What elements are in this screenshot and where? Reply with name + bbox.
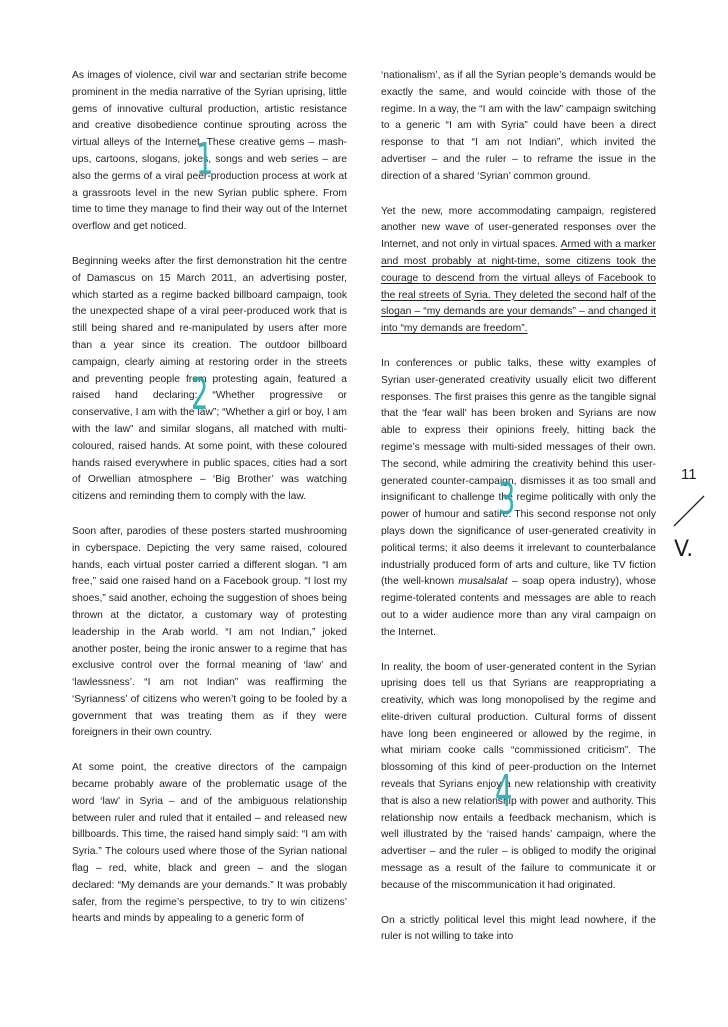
left-column — [72, 68, 347, 946]
paragraph — [381, 204, 656, 338]
paragraph: Soon after, parodies of these posters started mushrooming in cyberspace. Depicting the very same raised, coloured hands, each virtual poster carried a different slogan. “I am free,” said one raised hand on a Facebook group. “I lost my shoes,” said another, echoing the suggestion of shoes being thrown at the dictator, a customary way of protesting leadership in the Arab world. “I am not Indian,” joked another poster, being the ironic answer to a regime that has exclusive control over the formal meaning of ‘law’ and ‘lawlessness’. “I am not Indian” was reaffirming the ‘Syrianness’ of citizens who weren’t going to be fooled by a government that was treating them as if they were foreigners in their own country. — [72, 525, 347, 739]
right-column — [381, 68, 656, 964]
underlined-passage: Armed with a marker and most probably at night-time, some citizens took the courage to descend from the virtual alleys of Facebook to the real streets of Syria. They deleted the second half of the slogan – “my demands are your demands” – and changed it into “my demands are freedom”. — [381, 239, 656, 335]
page-number: 11 — [681, 466, 697, 483]
paragraph-text: (the well-known — [381, 576, 459, 588]
paragraph: At some point, the creative directors of the campaign became probably aware of the problematic usage of the word ‘law’ in Syria – and of the ambiguous relationship between ruler and ruled that it entailed – and released new billboards. This time, the raised hand simply said: “I am with Syria.” The colours used where those of the Syrian national flag – red, white, black and green – and the slogan declared: “My demands are your demands.” It was probably safer, from the regime’s perspective, to try to win citizens’ hearts and minds by appealing to a generic form of — [72, 762, 347, 925]
paragraph-text: In conferences or public talks, these witty examples of Syrian user-generated creativity usually elicit two different responses. The first praises this genre as the tangible signal that the ‘fear wall’ has been broken and Syrians are now able to express their opinions freely, hitting back the regime’s message with multi-sided messages of their own. The second, while admiring the creativity behind this user-generated counter-campaign, dismisses it as too small and insignificant to challenge the regime politically with only the power of humour and satire. This second response not only plays down the significance of user-generated creativity in political terms; it also deems it irrelevant to counterbalance industrially produced form of arts and culture, like TV fiction — [381, 357, 656, 571]
paragraph: As images of violence, civil war and sectarian strife become prominent in the media narrative of the Syrian uprising, little gems of innovative cultural production, artistic resistance and creative disobedience continue sprouting across the virtual alleys of the Internet. These creative gems – mash-ups, cartoons, slogans, jokes, songs and web series – are also the germs of a viral peer-production process at work at a grassroots level in the new Syrian public sphere. From time to time they manage to find their way out of the Internet overflow and get noticed. — [72, 70, 347, 233]
marker-number: 3 — [498, 474, 516, 525]
italic-term: musalsalat — [458, 576, 508, 588]
divider-slash — [672, 494, 706, 528]
marker-number: 4 — [495, 766, 513, 817]
paragraph: On a strictly political level this might lead nowhere, if the ruler is not willing to take into — [381, 914, 656, 943]
paragraph: ‘nationalism’, as if all the Syrian people’s demands would be exactly the same, and would coincide with those of the regime. In a way, the “I am with the law” campaign switching to a generic “I am with Syria” could have been a direct response to that “I am not Indian”, which invited the advertiser – and the ruler – to reframe the issue in the direction of a shared ‘Syrian’ common ground. — [381, 70, 656, 182]
marker-number: 1 — [196, 134, 214, 185]
page-number-arabic: V. — [674, 537, 694, 562]
paragraph: Beginning weeks after the first demonstration hit the centre of Damascus on 15 March 2011, an advertising poster, which started as a regime backed billboard campaign, took the unexpected shape of a viral peer-produced work that is still being shared and re-manipulated by users after more than a year since its creation. The outdoor billboard campaign, clearly aiming at restoring order in the streets and preventing people from protesting again, featured a raised hand declaring: “Whether progressive or conservative, I am with the law”; “Whether a girl or boy, I am with the law” and similar slogans, all matched with multi-coloured, raised hands. At some point, with these coloured hands raised everywhere in public spaces, cities had a sort of Orwellian atmosphere – ‘Big Brother’ was watching citizens and reminding them to comply with the law. — [72, 255, 347, 503]
paragraph-text: Yet the new, more accommodating campaign, registered another new wave of user-generated responses over the Internet, and not only in virtual spaces. — [381, 205, 656, 251]
paragraph: In reality, the boom of user-generated content in the Syrian uprising does tell us that Syrians are reappropriating a creativity, which was long monopolised by the regime and elite-driven cultural production. Cultural forms of dissent have long been engineered or allowed by the regime, in what miriam cooke calls “commissioned criticism”. The blossoming of this kind of peer-production on the Internet reveals that Syrians enjoy a new relationship with creativity that is also a new relationship with power and authority. This relationship now entails a feedback mechanism, which is well illustrated by the ‘raised hands’ campaign, where the advertiser – and the ruler – is obliged to modify the original message as a result of the failure to communicate it or because of the miscommunication it had originated. — [381, 661, 656, 891]
paragraph-text: – soap opera industry), whose regime-tolerated contents and messages are able to reach out to a wider audience more than any viral campaign on the Internet. — [381, 576, 656, 638]
marker-number: 2 — [191, 369, 209, 420]
paragraph — [381, 356, 656, 642]
